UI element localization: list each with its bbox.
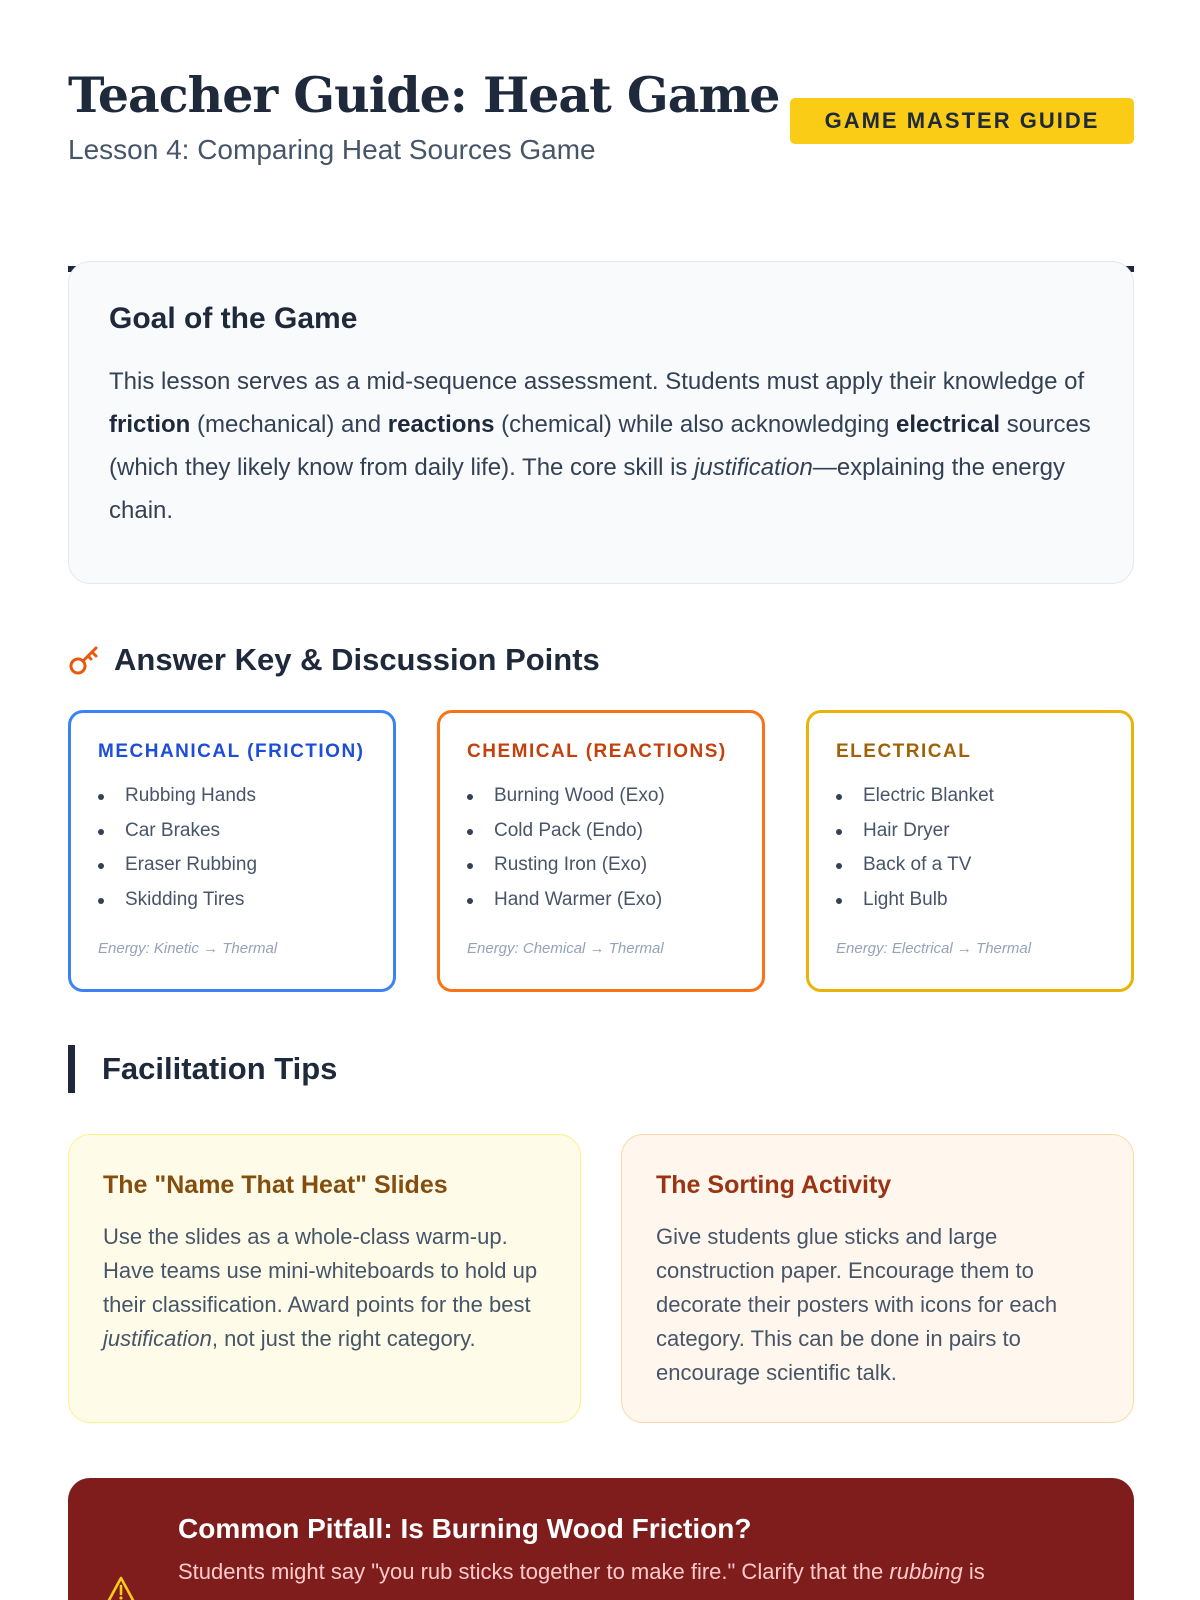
list-item: Hand Warmer (Exo) xyxy=(467,883,735,918)
list-item: Eraser Rubbing xyxy=(98,848,366,883)
list-item: Electric Blanket xyxy=(836,779,1104,814)
card-energy-note: Energy: Chemical → Thermal xyxy=(467,940,664,957)
card-list xyxy=(836,779,1104,917)
card-list xyxy=(98,779,366,917)
page-subtitle: Lesson 4: Comparing Heat Sources Game xyxy=(68,134,596,165)
tip-card-name-that-heat xyxy=(68,1134,581,1423)
list-item: Back of a TV xyxy=(836,848,1104,883)
goal-title: Goal of the Game xyxy=(109,302,358,335)
warning-icon xyxy=(106,1576,136,1600)
list-item: Hair Dryer xyxy=(836,814,1104,849)
facilitation-heading xyxy=(68,1045,337,1093)
tip-card-sorting-activity xyxy=(621,1134,1134,1423)
card-mechanical xyxy=(68,710,396,992)
card-electrical xyxy=(806,710,1134,992)
card-energy-note: Energy: Electrical → Thermal xyxy=(836,940,1032,957)
teacher-guide-page xyxy=(68,0,1134,1600)
list-item: Rusting Iron (Exo) xyxy=(467,848,735,883)
answer-key-title: Answer Key & Discussion Points xyxy=(114,642,600,677)
card-chemical xyxy=(437,710,765,992)
page-header xyxy=(68,66,1134,206)
tip-text: Use the slides as a whole-class warm-up. Have teams use mini-whiteboards to hold up their classification. Award points for the best justification, not just the right category. xyxy=(103,1224,538,1351)
game-master-badge: GAME MASTER GUIDE xyxy=(790,98,1134,144)
term-justification: justification xyxy=(694,454,813,481)
goal-text: This lesson serves as a mid-sequence assessment. Students must apply their knowledge of friction (mechanical) and reactions (chemical) while also acknowledging electrical sources (which they likely know from daily life). The core skill is justification—explaining the energy chain. xyxy=(109,368,1091,524)
card-title: ELECTRICAL xyxy=(836,741,972,762)
card-list xyxy=(467,779,735,917)
card-title: MECHANICAL (FRICTION) xyxy=(98,741,365,762)
answer-key-heading xyxy=(68,638,600,682)
card-title: CHEMICAL (REACTIONS) xyxy=(467,741,727,762)
term-reactions: reactions xyxy=(387,411,495,438)
key-icon xyxy=(68,643,102,677)
answer-key-cards xyxy=(68,710,1134,992)
tip-text: Give students glue sticks and large construction paper. Encourage them to decorate their posters with icons for each category. This can be done in pairs to encourage scientific talk. xyxy=(656,1224,1058,1385)
list-item: Burning Wood (Exo) xyxy=(467,779,735,814)
term-friction: friction xyxy=(109,411,191,438)
tip-title: The "Name That Heat" Slides xyxy=(103,1171,448,1199)
card-energy-note: Energy: Kinetic → Thermal xyxy=(98,940,278,957)
list-item: Cold Pack (Endo) xyxy=(467,814,735,849)
common-pitfall-box xyxy=(68,1478,1134,1600)
term-electrical: electrical xyxy=(896,411,1001,438)
tip-title: The Sorting Activity xyxy=(656,1171,892,1199)
list-item: Car Brakes xyxy=(98,814,366,849)
pitfall-text: Students might say "you rub sticks together to make fire." Clarify that the rubbing is xyxy=(178,1559,985,1584)
list-item: Rubbing Hands xyxy=(98,779,366,814)
list-item: Light Bulb xyxy=(836,883,1104,918)
facilitation-title: Facilitation Tips xyxy=(102,1051,338,1086)
page-title: Teacher Guide: Heat Game xyxy=(68,66,780,124)
goal-box xyxy=(68,261,1134,584)
list-item: Skidding Tires xyxy=(98,883,366,918)
pitfall-title: Common Pitfall: Is Burning Wood Friction? xyxy=(178,1513,752,1544)
